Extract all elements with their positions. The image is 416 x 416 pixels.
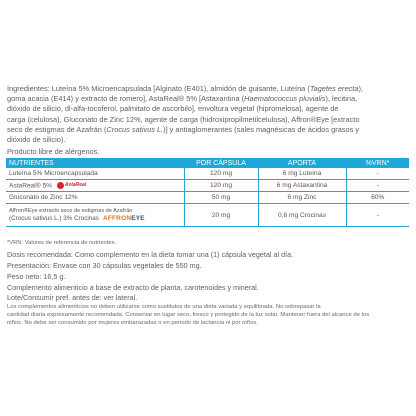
ingredients-line: dióxido de silicio). <box>7 135 66 145</box>
table-row <box>6 180 409 192</box>
nutrient-name-line2: (Crocus sativus L.) 3% Crocinas <box>9 214 99 222</box>
vrn-value: - <box>346 168 409 180</box>
provides-value: 6 mg Astaxantina <box>258 180 346 192</box>
affron-logo-part1: AFFRON <box>102 214 132 222</box>
header-per-capsule: POR CÁPSULA <box>184 158 258 168</box>
vrn-footnote: *VRN: Valores de referencia de nutrientes. <box>7 240 117 246</box>
warning-line: niños. No debe ser consumido por mujeres embarazadas o en periodo de lactancia ni por niños. <box>7 320 258 327</box>
ingredients-line: Ingredientes: Luteína 5% Microencapsulada [Alginato (E401), almidón de guisante, Luteína (Tagetes erecta), <box>7 84 363 93</box>
nutrient-name-line1: Affron®Eye extracto seco de estigmas de Azafrán <box>9 207 133 214</box>
astareal-swirl-icon <box>57 182 64 189</box>
vrn-value: 60% <box>346 192 409 204</box>
net-weight: Peso neto: 16,5 g. <box>7 272 66 281</box>
provides-value: 6 mg Luteína <box>258 168 346 180</box>
affron-logo-part2: EYE <box>131 214 145 222</box>
food-supplement-description: Complemento alimenticio a base de extracto de planta, carotenoides y mineral. <box>7 283 259 292</box>
table-row <box>6 192 409 204</box>
ingredients-line: dióxido de silicio, dl-alfa-tocoferol, palmitato de ascorbilo], envoltura vegetal (hipromelosa), agente de <box>7 104 339 114</box>
warnings-text <box>7 303 411 327</box>
nutrition-table-header <box>6 158 409 168</box>
nutrient-name: Gluconato de Zinc 12% <box>6 192 184 204</box>
astareal-logo <box>57 181 87 189</box>
affron-eye-logo <box>103 215 145 223</box>
table-row <box>6 168 409 180</box>
ingredients-line: carga (celulosa), Gluconato de Zinc 12%, agente de carga (hidroxipropilmetilcelulosa), Affron®Eye [extracto <box>7 114 360 124</box>
nutrient-name: Luteína 5% Microencapsulada <box>6 168 184 180</box>
vrn-value: - <box>346 180 409 192</box>
per-capsule-value: 20 mg <box>184 204 258 227</box>
nutrient-name: AstaReal® 5% <box>9 182 52 190</box>
warning-line: Los complementos alimenticios no deben utilizarse como sustitutos de una dieta variada y equilibrada. No sobrepasar la <box>7 304 321 310</box>
ingredients-line: goma acacia (E414) y extracto de romero], AstaReal® 5% [Astaxantina (Haematococcus pluvialis), lecitina, <box>7 94 358 104</box>
species-name: Crocus sativus L. <box>106 124 164 134</box>
provides-value: 0,6 mg Crocinas <box>258 204 346 227</box>
provides-value: 6 mg Zinc <box>258 192 346 204</box>
header-vrn: %VRN* <box>346 158 409 168</box>
nutrient-name-line2-wrap <box>9 215 181 223</box>
nutrition-table <box>6 158 409 227</box>
ingredients-text <box>7 84 410 145</box>
lot-expiry: Lote/Consumir pref. antes de: ver lateral. <box>7 293 138 302</box>
ingredients-line: seco de estigmas de Azafrán (Crocus sativus L.)] y antiaglomerantes (sales magnésicas de ácidos grasos y <box>7 124 360 134</box>
per-capsule-value: 120 mg <box>184 168 258 180</box>
vrn-value: - <box>346 204 409 227</box>
header-provides: APORTA <box>258 158 346 168</box>
nutrient-name-cell <box>6 204 184 227</box>
presentation-text: Presentación: Envase con 30 cápsulas vegetales de 550 mg. <box>7 261 202 270</box>
per-capsule-value: 50 mg <box>184 192 258 204</box>
recommended-dose: Dosis recomendada: Como complemento en la dieta tomar una (1) cápsula vegetal al día. <box>7 250 294 259</box>
astareal-logo-text: AstaReal <box>64 181 87 188</box>
table-row <box>6 204 409 227</box>
header-nutrients: NUTRIENTES <box>6 158 184 168</box>
warning-line: cantidad diaria expresamente recomendada. Conservar en lugar seco, fresco y protegido de la luz solar. Mantener fuera del alcance de los <box>7 312 370 319</box>
per-capsule-value: 120 mg <box>184 180 258 192</box>
nutrient-name-cell <box>6 180 184 192</box>
allergen-statement: Producto libre de alérgenos. <box>7 147 100 156</box>
species-name: Tagetes erecta <box>309 84 359 93</box>
species-name: Haematococcus pluvialis <box>244 94 326 104</box>
